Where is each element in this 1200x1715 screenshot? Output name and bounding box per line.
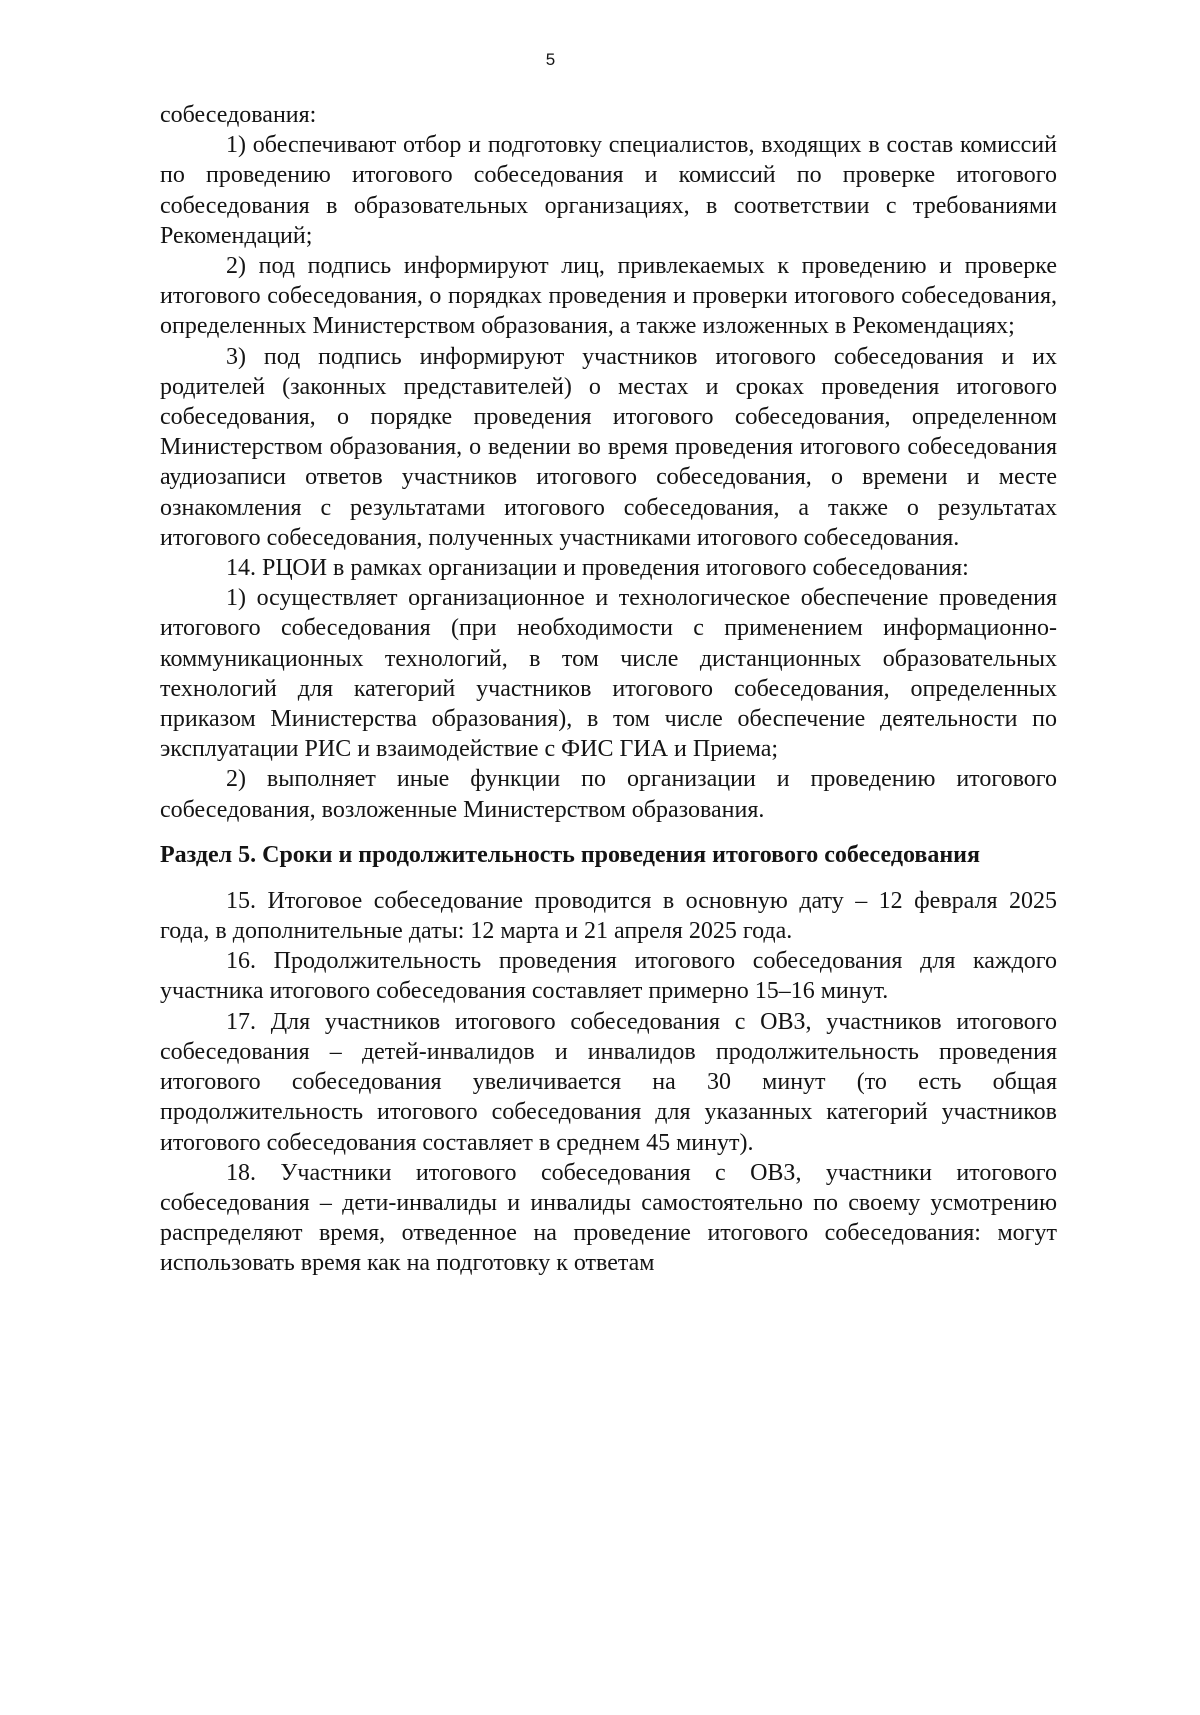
paragraph-16-duration: 16. Продолжительность проведения итогового собеседования для каждого участника итогового собеседования составляет примерно 15–16 минут.: [160, 948, 1057, 1005]
paragraph-item-1-technical-support: 1) осуществляет организационное и технологическое обеспечение проведения итогового собеседования (при необходимости с применением информационно-коммуникационных технологий, в том числе дистанционных образовательных технологий для категорий участников итогового собеседования, определенных приказом Министерства образования), в том числе обеспечение деятельности по эксплуатации РИС и взаимодействие с ФИС ГИА и Приема;: [160, 585, 1057, 763]
page-number: 5: [545, 50, 556, 69]
paragraph-item-3-inform-participants: 3) под подпись информируют участников итогового собеседования и их родителей (законных представителей) о местах и сроках проведения итогового собеседования, о порядке проведения итогового собеседования, определенном Министерством образования, о ведении во время проведения итогового собеседования аудиозаписи ответов участников итогового собеседования, о времени и месте ознакомления с результатами итогового собеседования, а также о результатах итогового собеседования, полученных участниками итогового собеседования.: [160, 343, 1057, 551]
paragraph-item-2-other-functions: 2) выполняет иные функции по организации и проведению итогового собеседования, возложенные Министерством образования.: [160, 766, 1057, 823]
paragraph-17-extended-duration: 17. Для участников итогового собеседования с ОВЗ, участников итогового собеседования – детей-инвалидов и инвалидов продолжительность проведения итогового собеседования увеличивается на 30 минут (то есть общая продолжительность итогового собеседования для указанных категорий участников итогового собеседования составляет в среднем 45 минут).: [160, 1008, 1057, 1156]
paragraph-18-time-allocation: 18. Участники итогового собеседования с ОВЗ, участники итогового собеседования – дети-инвалиды и инвалиды самостоятельно по своему усмотрению распределяют время, отведенное на проведение итогового собеседования: могут использовать время как на подготовку к ответам: [160, 1159, 1057, 1277]
document-body: [160, 100, 1057, 1279]
paragraph-14-rcoi: 14. РЦОИ в рамках организации и проведения итогового собеседования:: [226, 555, 969, 582]
paragraph-continuation: собеседования:: [160, 102, 317, 128]
paragraph-item-1-selection-of-specialists: 1) обеспечивают отбор и подготовку специалистов, входящих в состав комиссий по проведению итогового собеседования и комиссий по проверке итогового собеседования в образовательных организациях, в соответствии с требованиями Рекомендаций;: [160, 132, 1057, 249]
paragraph-15-dates: 15. Итоговое собеседование проводится в основную дату – 12 февраля 2025 года, в дополнительные даты: 12 марта и 21 апреля 2025 года.: [160, 887, 1057, 945]
paragraph-item-2-inform-staff: 2) под подпись информируют лиц, привлекаемых к проведению и проверке итогового собеседования, о порядках проведения и проверки итогового собеседования, определенных Министерством образования, а также изложенных в Рекомендациях;: [160, 253, 1057, 340]
section-5-heading: Раздел 5. Сроки и продолжительность проведения итогового собеседования: [160, 841, 980, 868]
